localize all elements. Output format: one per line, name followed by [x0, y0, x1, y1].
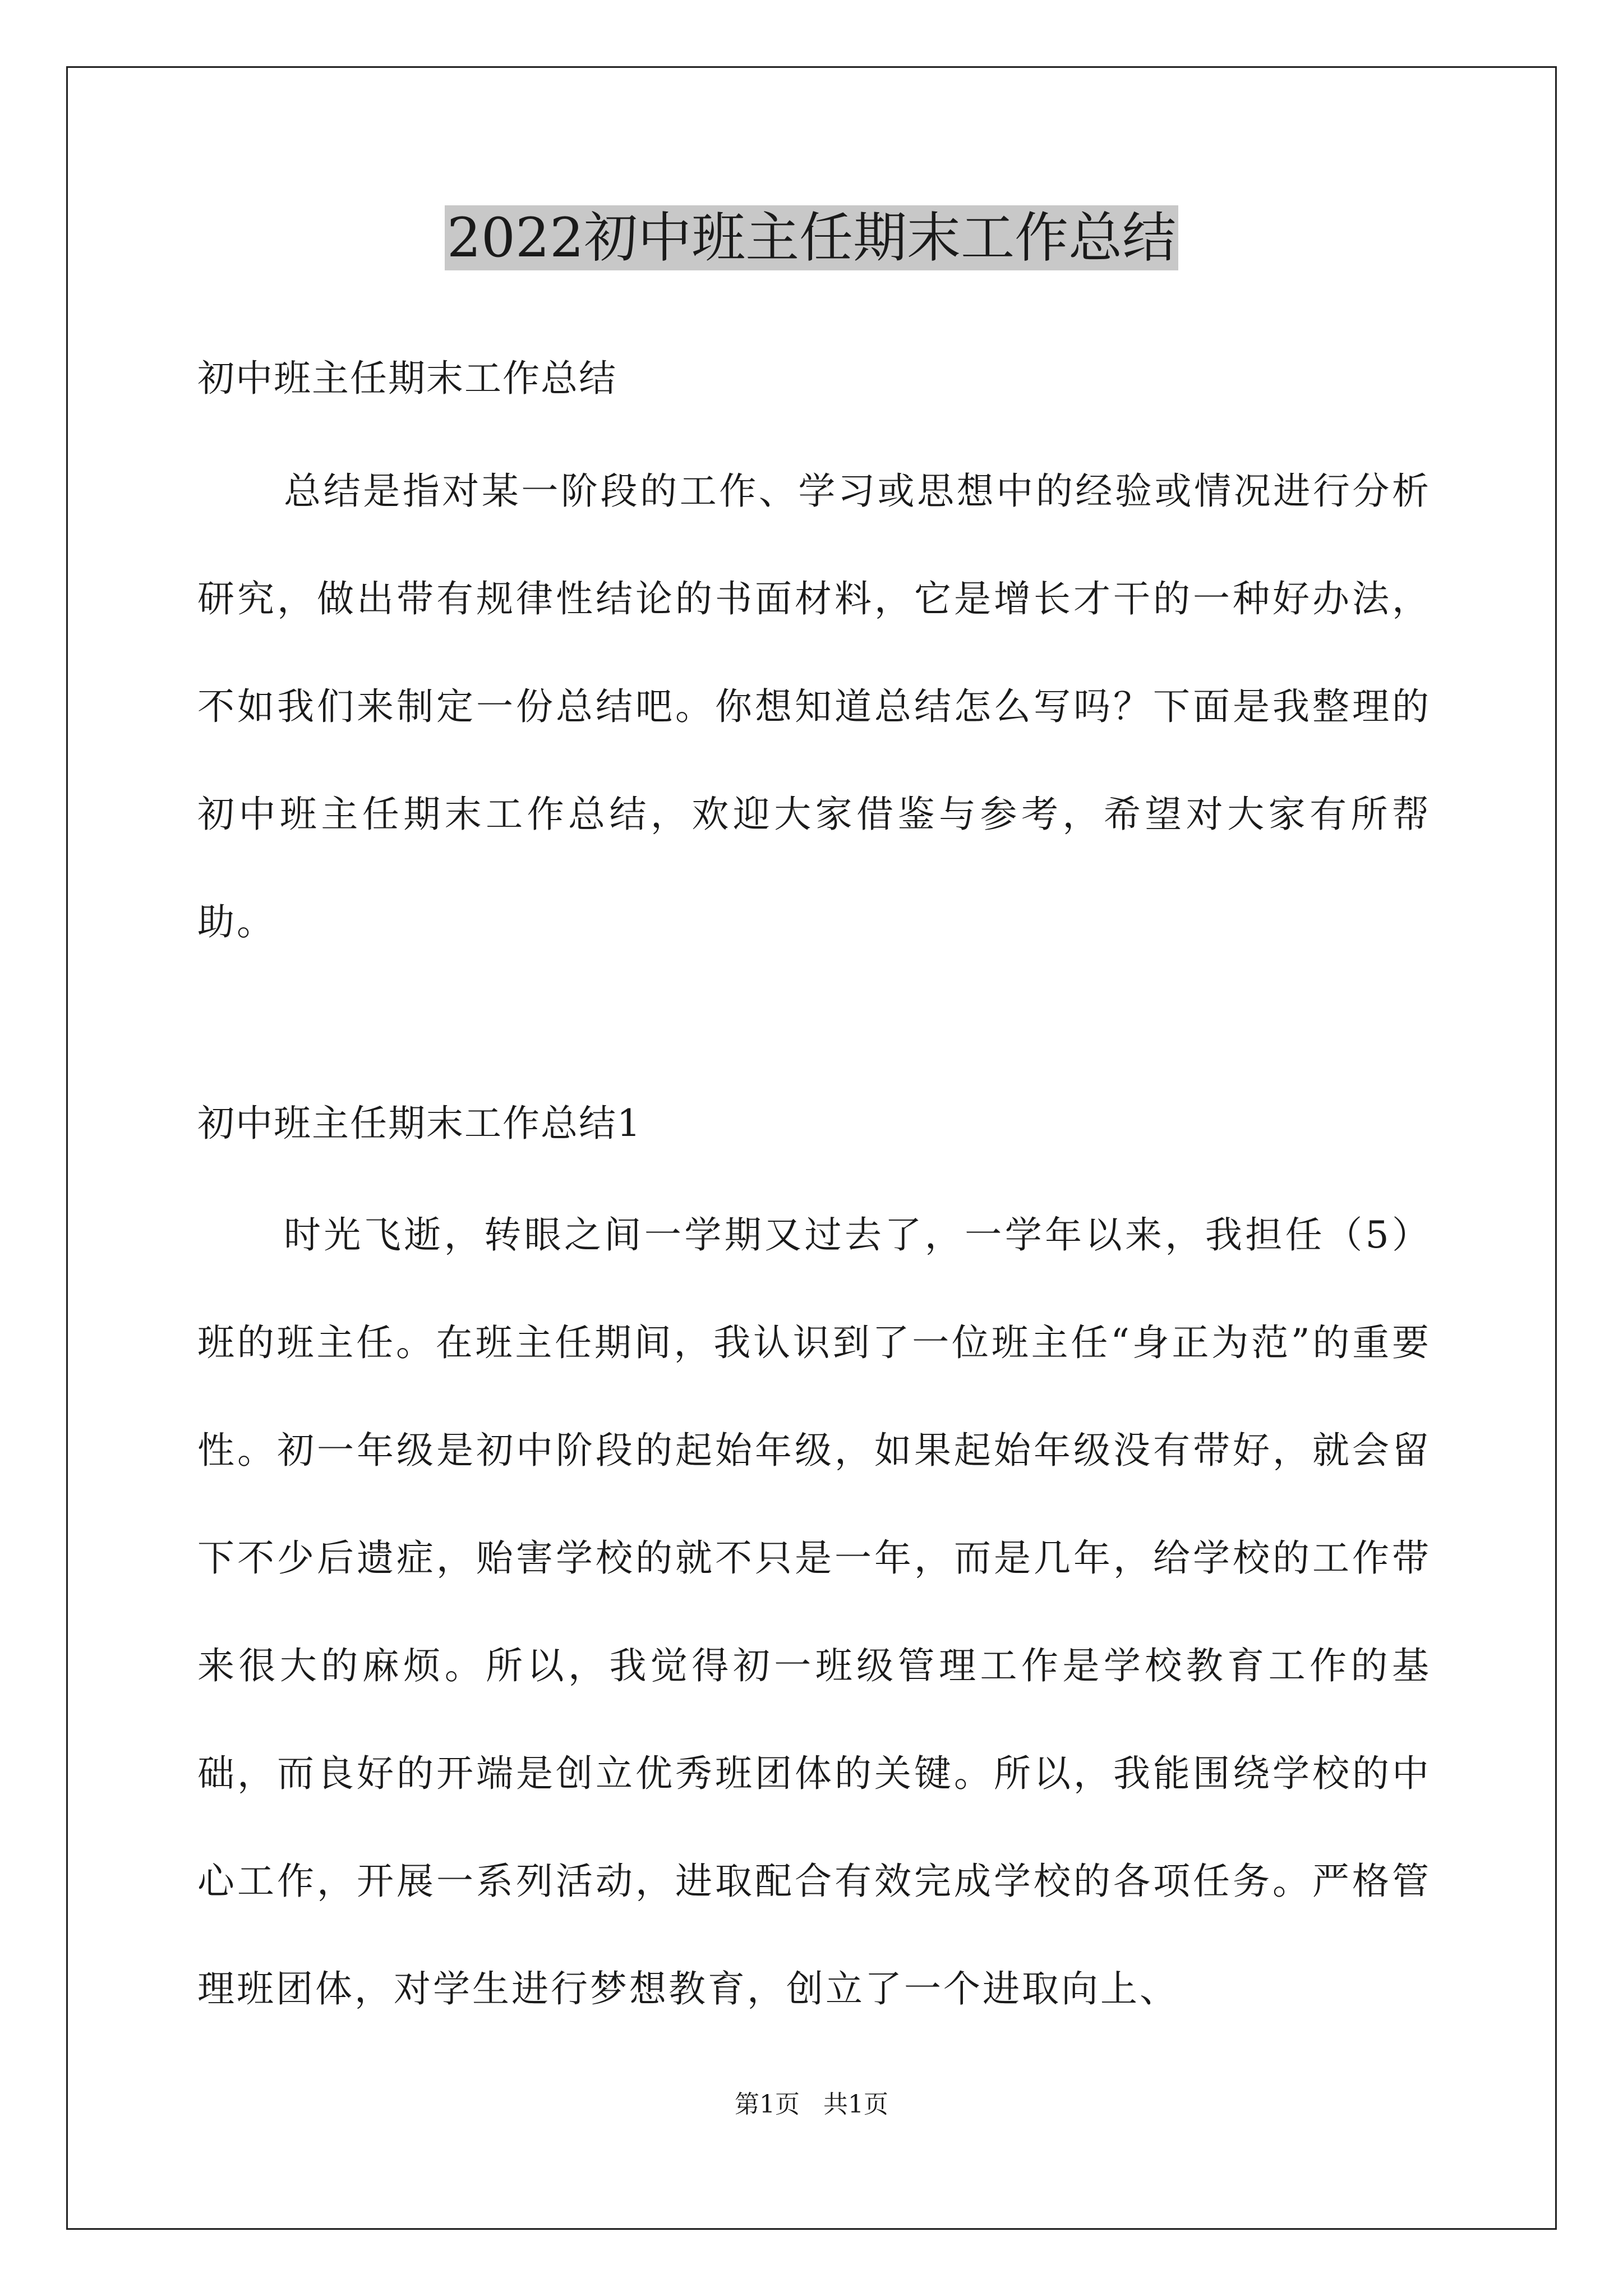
section-1-paragraph: 时光飞逝，转眼之间一学期又过去了，一学年以来，我担任（5）班的班主任。在班主任期间，我认识到了一位班主任“身正为范”的重要性。初一年级是初中阶段的起始年级，如果起始年级没有带好，就会留下不少后遗症，贻害学校的就不只是一年，而是几年，给学校的工作带来很大的麻烦。所以，我觉得初一班级管理工作是学校教育工作的基础，而良好的开端是创立优秀班团体的关键。所以，我能围绕学校的中心工作，开展一系列活动，进取配合有效完成学校的各项任务。严格管理班团体，对学生进行梦想教育，创立了一个进取向上、	[197, 1213, 1431, 2010]
document-subtitle: 初中班主任期末工作总结	[197, 357, 617, 400]
document-title-text: 2022初中班主任期末工作总结	[445, 205, 1178, 270]
intro-paragraph: 总结是指对某一阶段的工作、学习或思想中的经验或情况进行分析研究，做出带有规律性结论的书面材料，它是增长才干的一种好办法，不如我们来制定一份总结吧。你想知道总结怎么写吗？下面是我整理的初中班主任期末工作总结，欢迎大家借鉴与参考，希望对大家有所帮助。	[197, 470, 1431, 944]
page-footer: 第1页 共1页	[735, 2090, 888, 2119]
section-1-heading: 初中班主任期末工作总结1	[197, 1102, 642, 1145]
document-title	[0, 202, 1623, 274]
